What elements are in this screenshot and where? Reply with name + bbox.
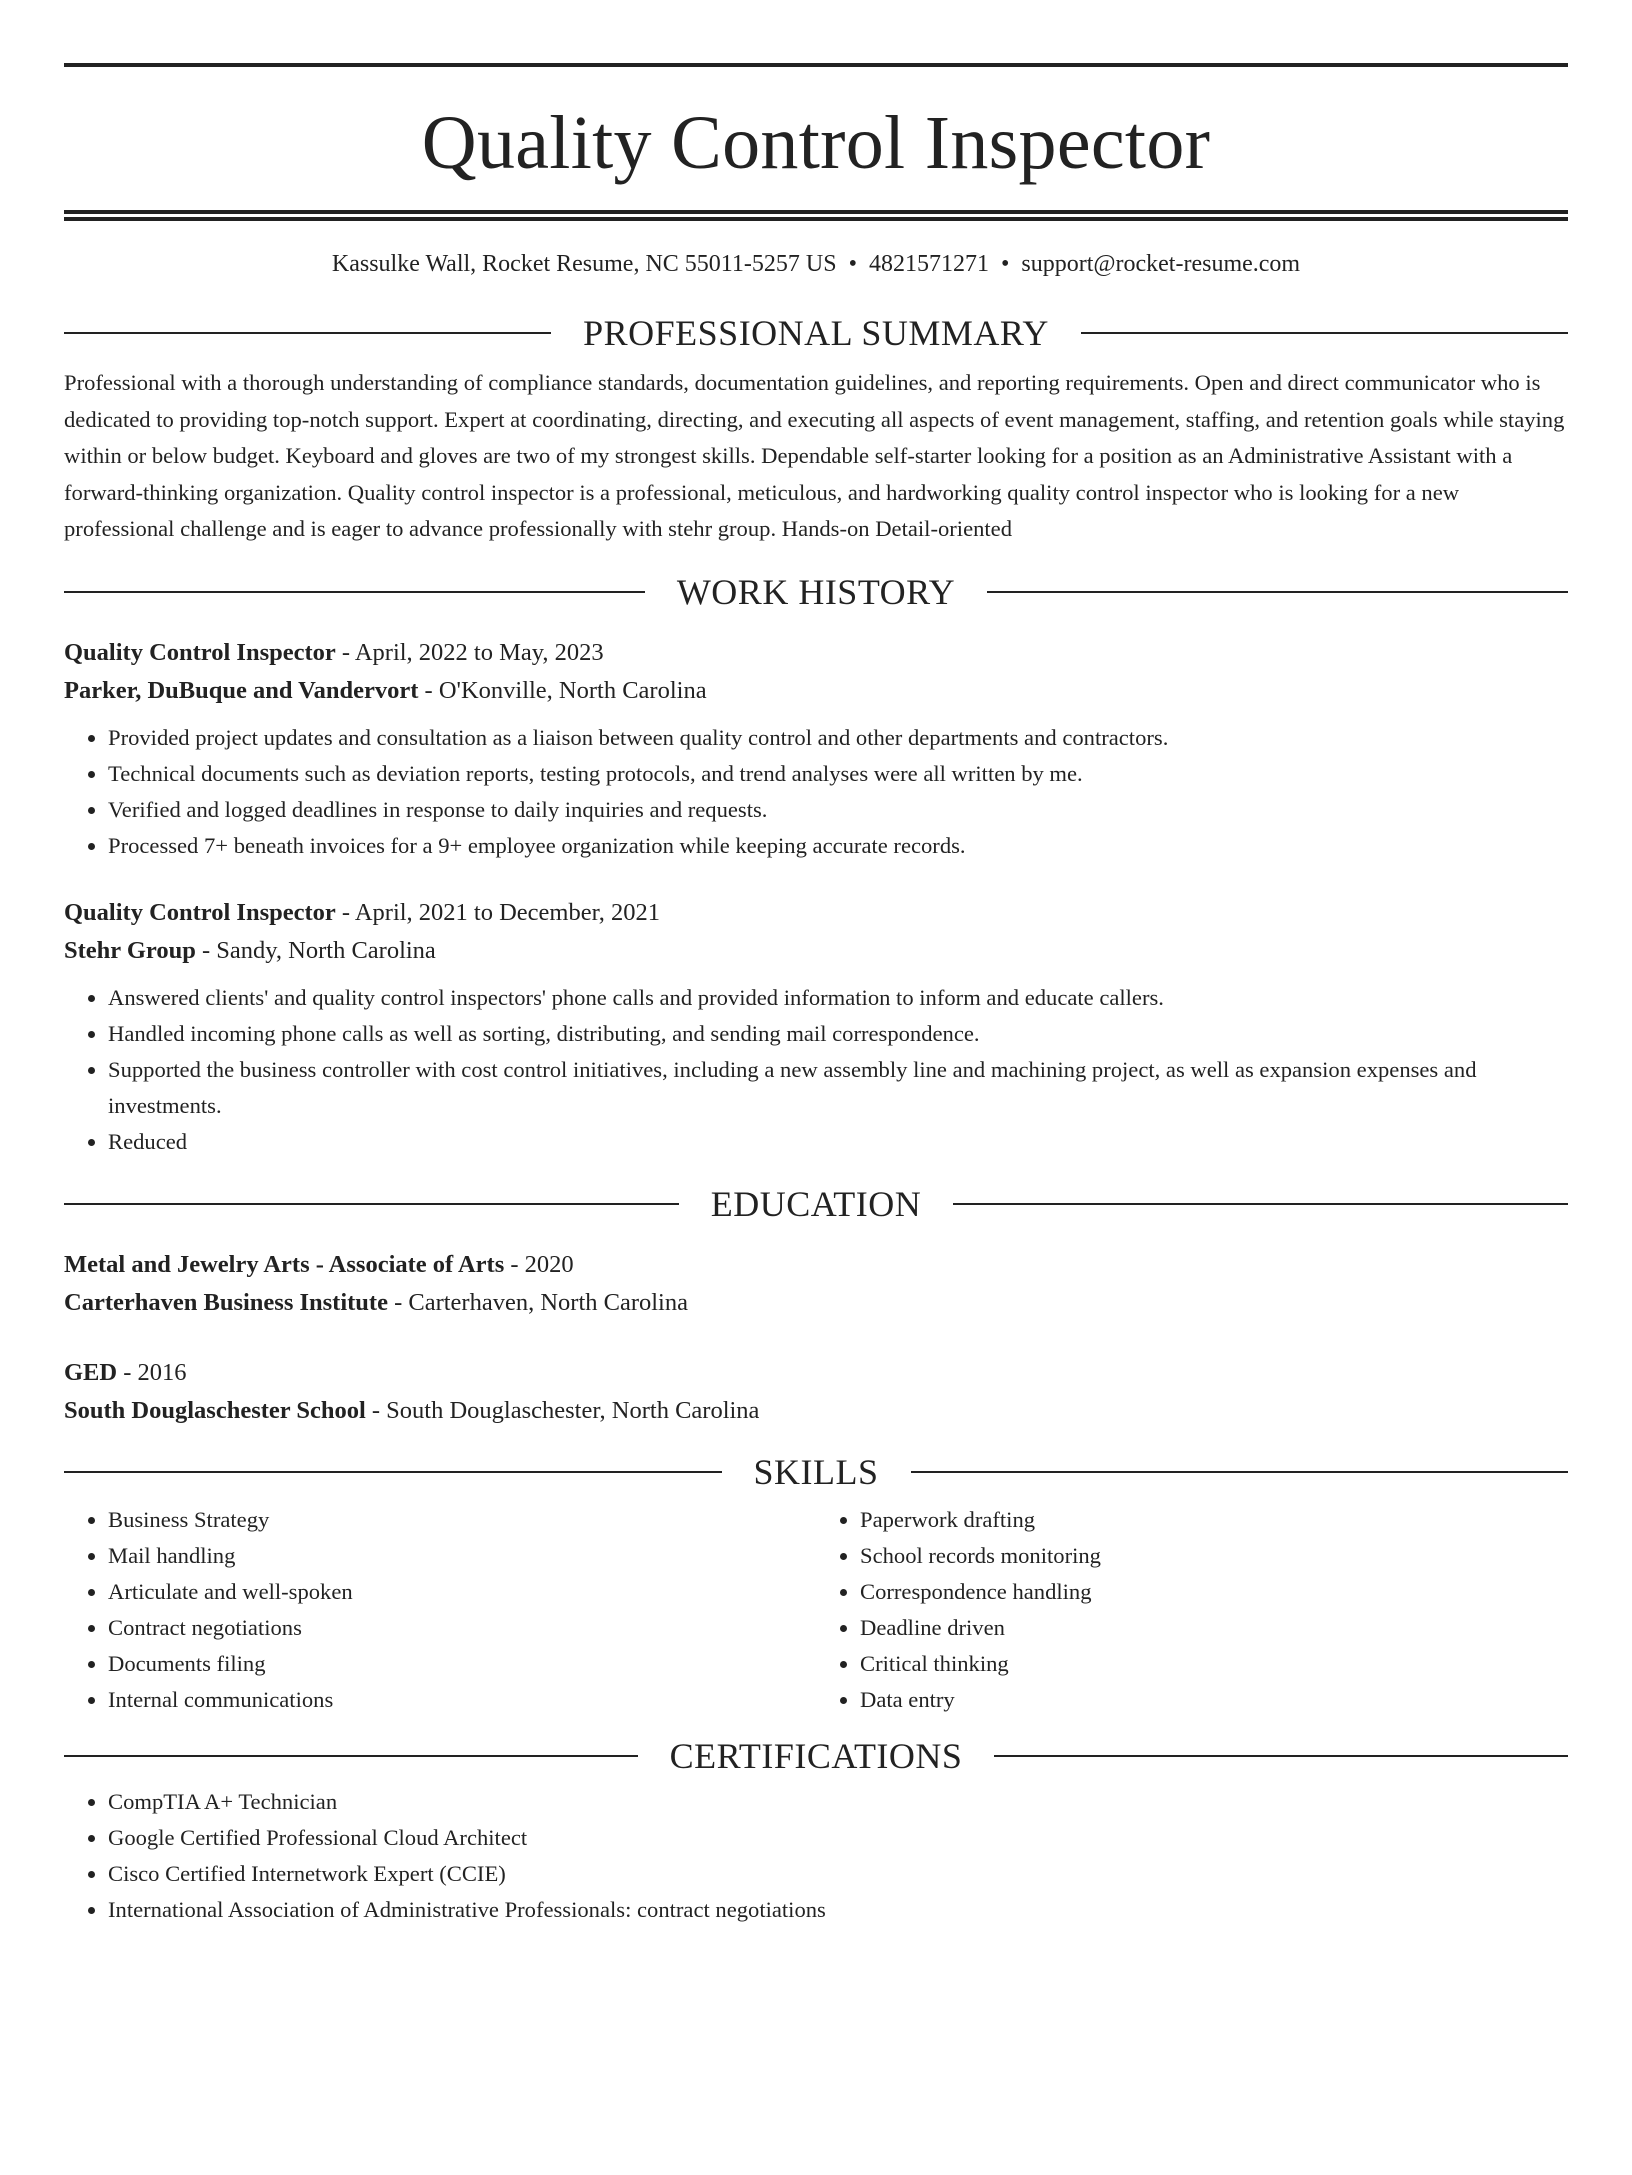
list-item: • Supported the business controller with cost control initiatives, including a new assembly line and machining project, as well as expansion expenses and investments. [108,1052,1568,1124]
skills-grid [64,1502,1568,1718]
skill-item: • Business Strategy [108,1502,816,1538]
list-item: • Answered clients' and quality control inspectors' phone calls and provided information to inform and educate callers. [108,980,1568,1016]
heading-rule [64,591,645,593]
heading-rule [994,1755,1568,1757]
edu-degree-line [64,1354,1568,1392]
skill-item: • Contract negotiations [108,1610,816,1646]
list-item: • Technical documents such as deviation reports, testing protocols, and trend analyses were all written by me. [108,756,1568,792]
edu-location: - South Douglaschester, North Carolina [365,1396,760,1424]
certifications-list [64,1784,1568,1928]
skill-item: • School records monitoring [860,1538,1568,1574]
edu-school: Carterhaven Business Institute [64,1288,388,1316]
edu-year: - 2020 [504,1250,574,1278]
resume-page [0,63,1632,2175]
job-bullets [64,980,1568,1160]
contact-phone: 4821571271 [869,251,989,277]
education-heading [64,1182,1568,1226]
summary-heading [64,311,1568,355]
job-entry [64,894,1568,1160]
heading-rule [64,1471,722,1473]
top-divider [64,63,1568,67]
job-entry [64,634,1568,864]
job-title-line [64,894,1568,932]
certifications-heading-text: CERTIFICATIONS [669,1735,963,1776]
edu-school-line [64,1392,1568,1430]
edu-degree: GED [64,1358,118,1386]
certification-item: • Cisco Certified Internetwork Expert (CCIE) [108,1856,1568,1892]
job-company: Stehr Group [64,936,196,964]
heading-rule [64,1755,638,1757]
certifications-heading [64,1734,1568,1778]
job-company-line [64,672,1568,710]
job-company: Parker, DuBuque and Vandervort [64,676,419,704]
job-title-line [64,634,1568,672]
edu-year: - 2016 [117,1358,187,1386]
edu-degree-line [64,1246,1568,1284]
certification-item: • Google Certified Professional Cloud Architect [108,1820,1568,1856]
heading-rule [911,1471,1569,1473]
skills-list-left [64,1502,816,1718]
list-item: • Handled incoming phone calls as well as sorting, distributing, and sending mail correspondence. [108,1016,1568,1052]
summary-heading-text: PROFESSIONAL SUMMARY [583,313,1049,353]
education-entry [64,1354,1568,1430]
certifications-section [64,1784,1568,1928]
contact-separator: • [848,251,857,277]
job-location: - O'Konville, North Carolina [418,676,707,704]
contact-line [64,249,1568,279]
skill-item: • Mail handling [108,1538,816,1574]
certification-item: • CompTIA A+ Technician [108,1784,1568,1820]
job-company-line [64,932,1568,970]
heading-rule [1081,332,1568,334]
skill-item: • Paperwork drafting [860,1502,1568,1538]
job-title: Quality Control Inspector [64,638,336,666]
heading-rule [987,591,1568,593]
edu-school: South Douglaschester School [64,1396,366,1424]
heading-rule [64,1203,679,1205]
skill-item: • Data entry [860,1682,1568,1718]
job-dates: - April, 2022 to May, 2023 [335,638,604,666]
skill-item: • Correspondence handling [860,1574,1568,1610]
list-item: • Reduced [108,1124,1568,1160]
contact-separator: • [1001,251,1010,277]
skill-item: • Critical thinking [860,1646,1568,1682]
contact-address: Kassulke Wall, Rocket Resume, NC 55011-5257 US [331,251,837,277]
heading-rule [64,332,551,334]
education-heading-text: EDUCATION [710,1183,922,1224]
job-dates: - April, 2021 to December, 2021 [335,898,661,926]
skills-heading-text: SKILLS [753,1451,879,1492]
contact-email: support@rocket-resume.com [1021,251,1301,277]
skill-item: • Deadline driven [860,1610,1568,1646]
skills-list-right [816,1502,1568,1718]
edu-school-line [64,1284,1568,1322]
edu-degree: Metal and Jewelry Arts - Associate of Arts [64,1250,505,1278]
double-divider [64,210,1568,221]
certification-item: • International Association of Administrative Professionals: contract negotiations [108,1892,1568,1928]
work-history-heading [64,570,1568,614]
skill-item: • Internal communications [108,1682,816,1718]
work-history-heading-text: WORK HISTORY [676,571,956,612]
skill-item: • Documents filing [108,1646,816,1682]
list-item: • Processed 7+ beneath invoices for a 9+ employee organization while keeping accurate records. [108,828,1568,864]
edu-location: - Carterhaven, North Carolina [387,1288,688,1316]
list-item: • Provided project updates and consultation as a liaison between quality control and other departments and contractors. [108,720,1568,756]
job-bullets [64,720,1568,864]
resume-name: Quality Control Inspector [421,101,1211,185]
skill-item: • Articulate and well-spoken [108,1574,816,1610]
job-title: Quality Control Inspector [64,898,336,926]
heading-rule [953,1203,1568,1205]
skills-heading [64,1450,1568,1494]
education-entry [64,1246,1568,1322]
job-location: - Sandy, North Carolina [195,936,436,964]
summary-text: Professional with a thorough understanding of compliance standards, documentation guidelines, and reporting requirements. Open and direct communicator who is dedicated to providing top-notch support. Expert at coordinating, directing, and executing all aspects of event management, staffing, and retention goals while staying within or below budget. Keyboard and gloves are two of my strongest skills. Dependable self-starter looking for a position as an Administrative Assistant with a forward-thinking organization. Quality control inspector is a professional, meticulous, and hardworking quality control inspector who is looking for a new professional challenge and is eager to advance professionally with stehr group. Hands-on Detail-oriented [64,370,1565,541]
list-item: • Verified and logged deadlines in response to daily inquiries and requests. [108,792,1568,828]
